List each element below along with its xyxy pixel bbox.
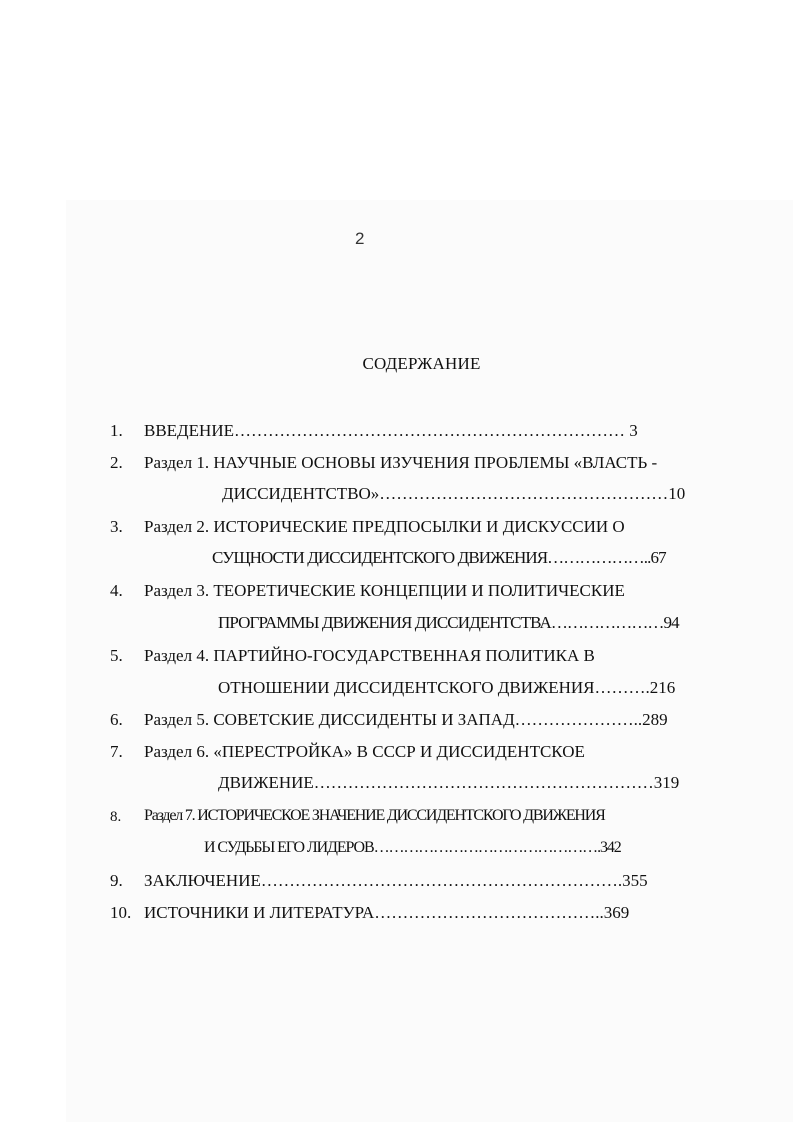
toc-entry-7-continuation: ДВИЖЕНИЕ……………………………………………………319 [218,773,680,792]
toc-entry-5-text: Раздел 4. ПАРТИЙНО-ГОСУДАРСТВЕННАЯ ПОЛИТИКА В [144,646,595,665]
page-number: 2 [355,229,365,248]
toc-entry-2-text: Раздел 1. НАУЧНЫЕ ОСНОВЫ ИЗУЧЕНИЯ ПРОБЛЕМЫ «ВЛАСТЬ - [144,453,658,472]
toc-entry-6-text: Раздел 5. СОВЕТСКИЕ ДИССИДЕНТЫ И ЗАПАД…………………..289 [144,710,668,729]
toc-entry-5-number: 5. [110,646,123,665]
toc-entry-8-text: Раздел 7. ИСТОРИЧЕСКОЕ ЗНАЧЕНИЕ ДИССИДЕНТСКОГО ДВИЖЕНИЯ [144,807,605,824]
toc-entry-3-continuation: СУЩНОСТИ ДИССИДЕНТСКОГО ДВИЖЕНИЯ………………..67 [212,548,666,567]
toc-entry-7-number: 7. [110,742,123,761]
toc-entry-1-number: 1. [110,421,123,440]
toc-entry-3-number: 3. [110,517,123,536]
toc-entry-4-continuation: ПРОГРАММЫ ДВИЖЕНИЯ ДИССИДЕНТСТВА…………………94 [218,613,679,632]
toc-entry-7-text: Раздел 6. «ПЕРЕСТРОЙКА» В СССР И ДИССИДЕНТСКОЕ [144,742,585,761]
toc-entry-9-number: 9. [110,871,123,890]
toc-title: СОДЕРЖАНИЕ [362,354,481,373]
toc-entry-3-text: Раздел 2. ИСТОРИЧЕСКИЕ ПРЕДПОСЫЛКИ И ДИСКУССИИ О [144,517,625,536]
toc-entry-4-text: Раздел 3. ТЕОРЕТИЧЕСКИЕ КОНЦЕПЦИИ И ПОЛИТИЧЕСКИЕ [144,581,625,600]
toc-entry-4-number: 4. [110,581,123,600]
toc-entry-9-text: ЗАКЛЮЧЕНИЕ……………………………………………………….355 [144,871,648,890]
toc-entry-2-number: 2. [110,453,123,472]
toc-entry-8-continuation: И СУДЬБЫ ЕГО ЛИДЕРОВ……………………………………….342 [204,839,621,856]
toc-entry-1-text: ВВЕДЕНИЕ…………………………………………………………… 3 [144,421,638,440]
toc-entry-10-number: 10. [110,903,132,922]
toc-entry-5-continuation: ОТНОШЕНИИ ДИССИДЕНТСКОГО ДВИЖЕНИЯ……….216 [218,678,676,697]
toc-entry-10-text: ИСТОЧНИКИ И ЛИТЕРАТУРА…………………………………..369 [144,903,630,922]
toc-entry-6-number: 6. [110,710,123,729]
toc-entry-2-continuation: ДИССИДЕНТСТВО»……………………………………………10 [222,484,686,503]
toc-entry-8-number: 8. [110,809,122,825]
